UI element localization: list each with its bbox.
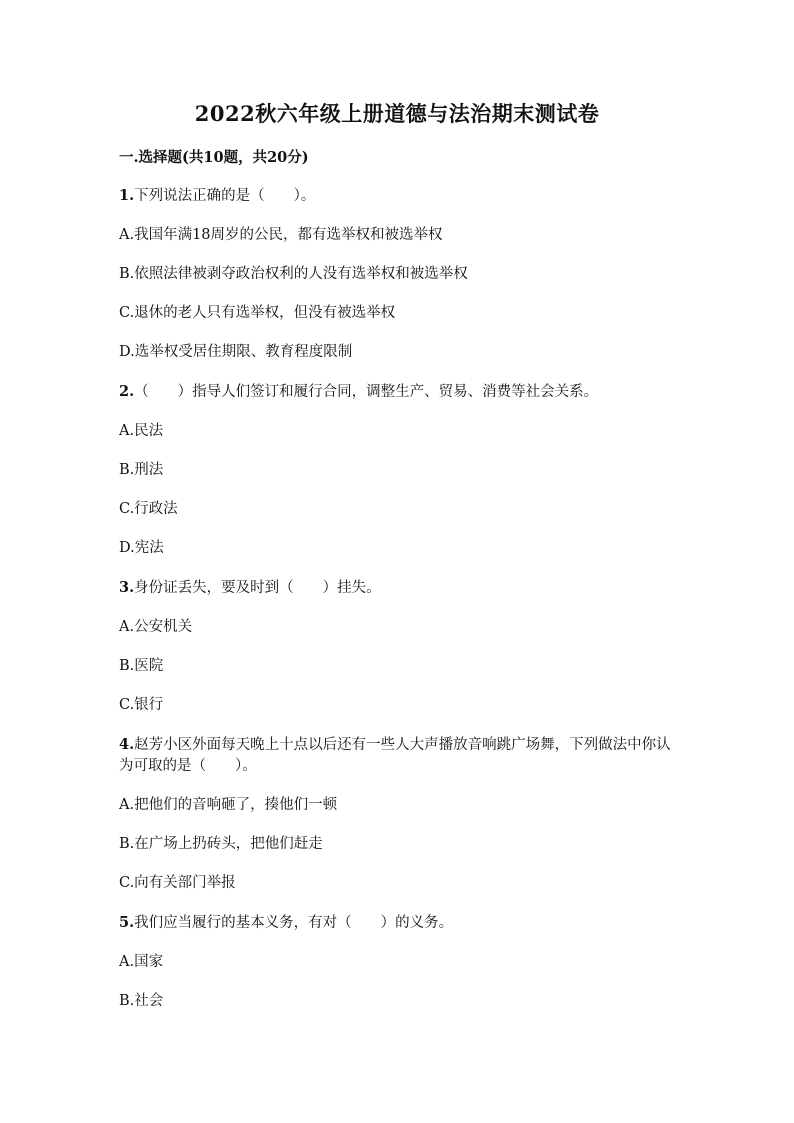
question-4 [119,734,679,894]
question-2 [119,381,679,559]
question-stem [119,381,679,403]
question-text: 下列说法正确的是（ ）。 [134,188,316,204]
option-b: B.社会 [119,993,164,1009]
option-d: D.宪法 [119,540,164,556]
question-text: 我们应当履行的基本义务，有对（ ）的义务。 [134,915,454,931]
question-stem [119,185,679,207]
question-number: 5. [119,914,135,931]
question-stem [119,577,679,599]
question-3 [119,577,679,716]
option-a: A.公安机关 [119,619,193,635]
option-c: C.退休的老人只有选举权，但没有被选举权 [119,305,396,321]
question-stem [119,734,679,777]
page-title: 2022秋六年级上册道德与法治期末测试卷 [194,101,600,126]
question-stem [119,912,679,934]
option-d: D.选举权受居住期限、教育程度限制 [119,344,353,360]
question-list [119,185,679,1030]
question-number: 4. [119,736,135,753]
question-1 [119,185,679,363]
option-c: C.向有关部门举报 [119,875,236,891]
question-text: 身份证丢失，要及时到（ ）挂失。 [134,580,381,596]
question-5 [119,912,679,1012]
question-number: 3. [119,579,135,596]
option-b: B.医院 [119,658,164,674]
option-b: B.刑法 [119,462,164,478]
question-text: （ ）指导人们签订和履行合同，调整生产、贸易、消费等社会关系。 [134,384,599,400]
option-c: C.银行 [119,697,164,713]
option-b: B.依照法律被剥夺政治权利的人没有选举权和被选举权 [119,266,468,282]
option-b: B.在广场上扔砖头，把他们赶走 [119,836,323,852]
section-heading: 一.选择题(共10题，共20分) [119,149,309,166]
option-a: A.我国年满18周岁的公民，都有选举权和被选举权 [119,227,443,243]
question-text: 赵芳小区外面每天晚上十点以后还有一些人大声播放音响跳广场舞，下列做法中你认为可取的是（ ）。 [119,737,671,774]
option-a: A.国家 [119,954,164,970]
question-number: 2. [119,383,135,400]
option-a: A.把他们的音响砸了，揍他们一顿 [119,797,338,813]
option-a: A.民法 [119,423,164,439]
question-number: 1. [119,187,135,204]
option-c: C.行政法 [119,501,178,517]
